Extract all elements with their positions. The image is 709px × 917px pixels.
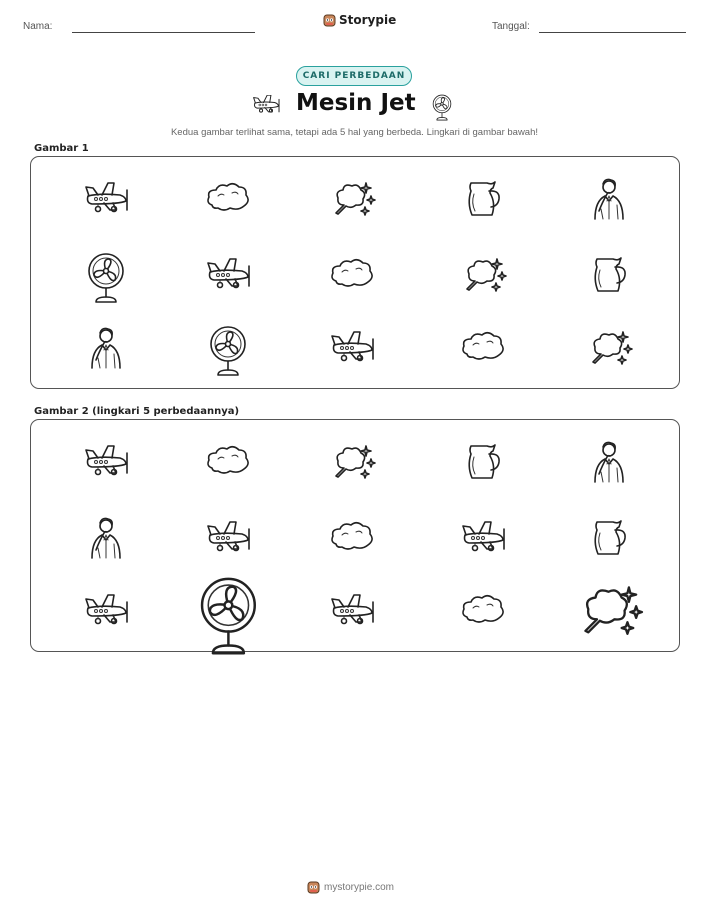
page-title: Mesin Jet (296, 90, 416, 116)
picture-1-panel (30, 156, 680, 389)
picture-2-panel[interactable] (30, 419, 680, 652)
brand-logo (323, 13, 396, 27)
brand-name: Storypie (339, 13, 397, 27)
airplane-icon (200, 510, 256, 566)
footer-mascot-icon (307, 880, 320, 894)
mascot-icon (323, 13, 336, 27)
cloud-icon (200, 171, 256, 227)
cloud-icon (200, 434, 256, 490)
airplane-icon (78, 434, 134, 490)
puff-icon (455, 247, 511, 303)
jug-icon (581, 247, 637, 303)
puff-icon (568, 570, 649, 651)
cloud-icon (324, 510, 380, 566)
picture-2-label: Gambar 2 (lingkari 5 perbedaannya) (34, 406, 240, 417)
activity-badge: CARI PERBEDAAN (296, 66, 412, 86)
date-field[interactable] (539, 32, 686, 33)
puff-icon (581, 320, 637, 376)
airplane-icon (324, 320, 380, 376)
fan-icon (200, 320, 256, 376)
jug-icon (455, 171, 511, 227)
man-icon (581, 434, 637, 490)
footer (307, 880, 394, 894)
picture-1-label: Gambar 1 (34, 143, 89, 154)
jug-icon (455, 434, 511, 490)
cloud-icon (455, 583, 511, 639)
name-field[interactable] (72, 32, 255, 33)
jug-icon (581, 510, 637, 566)
airplane-icon (200, 247, 256, 303)
title-airplane-icon (250, 95, 282, 115)
man-icon (78, 510, 134, 566)
airplane-icon (324, 583, 380, 639)
fan-icon (185, 568, 272, 655)
cloud-icon (455, 320, 511, 376)
puff-icon (324, 171, 380, 227)
airplane-icon (78, 171, 134, 227)
man-icon (78, 320, 134, 376)
footer-url: mystorypie.com (324, 881, 395, 893)
cloud-icon (324, 247, 380, 303)
puff-icon (324, 434, 380, 490)
title-fan-icon (428, 90, 456, 122)
fan-icon (78, 247, 134, 303)
instruction-text: Kedua gambar terlihat sama, tetapi ada 5 hal yang berbeda. Lingkari di gambar bawah! (170, 127, 539, 138)
airplane-icon (78, 583, 134, 639)
man-icon (581, 171, 637, 227)
name-label: Nama: (23, 21, 53, 32)
airplane-icon (455, 510, 511, 566)
date-label: Tanggal: (492, 21, 530, 32)
